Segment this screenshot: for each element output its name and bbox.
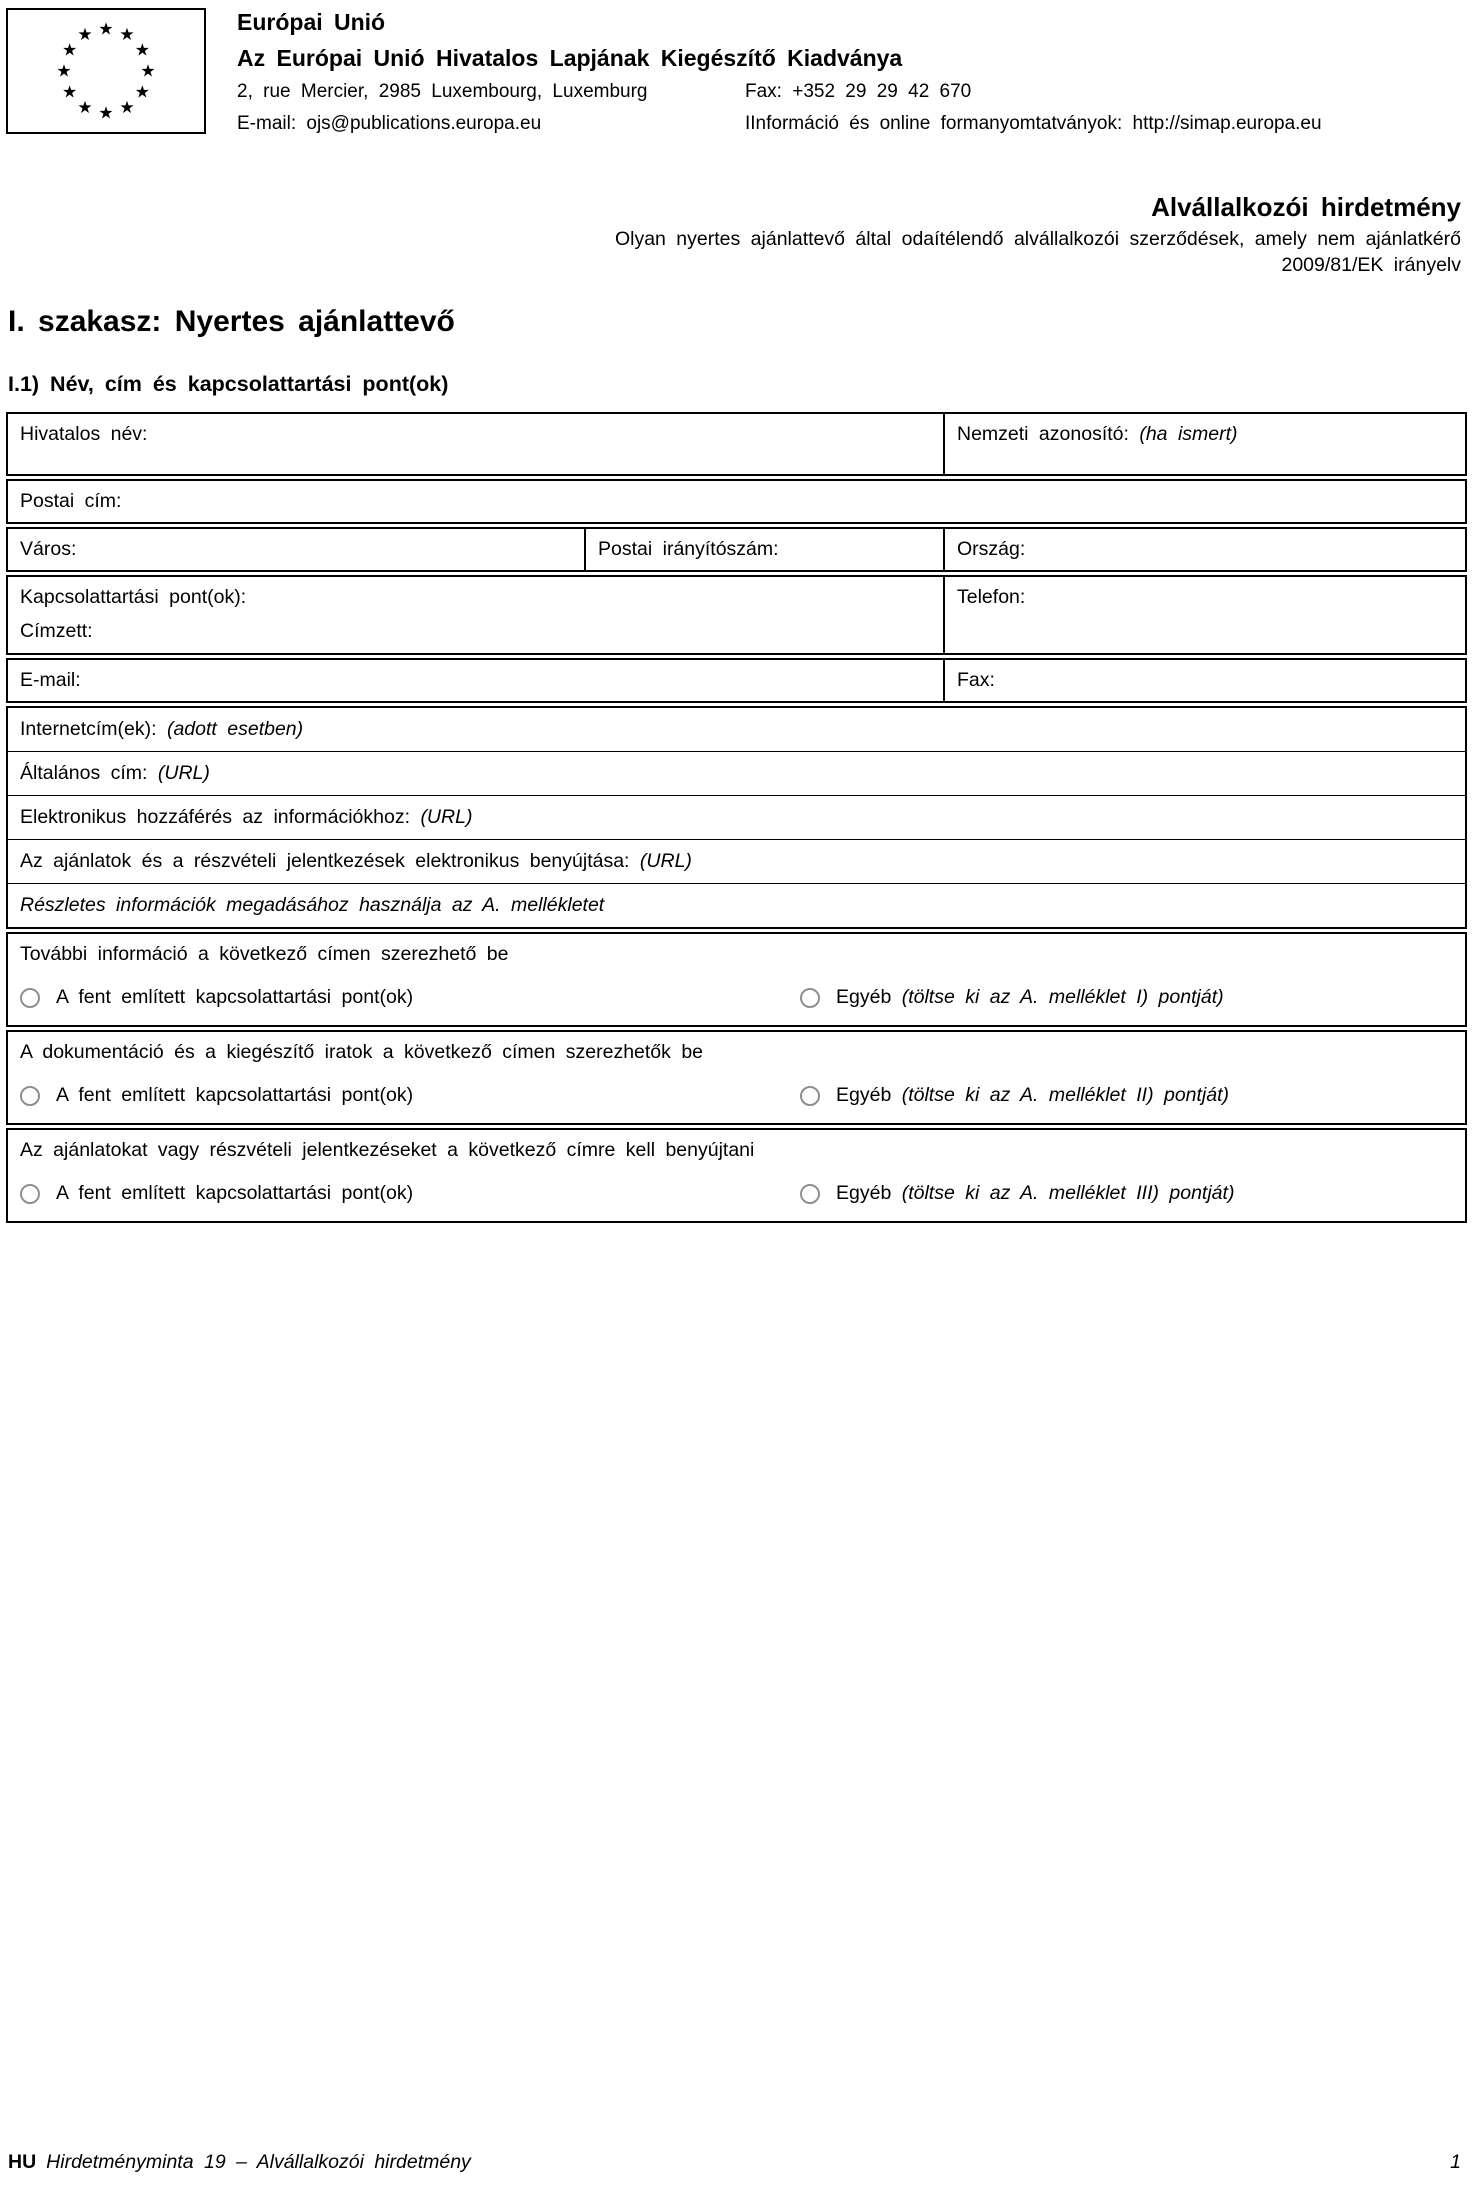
national-id-note: (ha ismert) bbox=[1139, 423, 1238, 445]
publisher-address: 2, rue Mercier, 2985 Luxembourg, Luxemburg bbox=[237, 81, 648, 102]
publisher-header bbox=[237, 8, 1467, 136]
option-other-label: Egyéb (töltse ki az A. melléklet III) pontját) bbox=[836, 1182, 1235, 1204]
footer bbox=[8, 2151, 471, 2174]
electronic-submission-label: Az ajánlatok és a részvételi jelentkezések elektronikus benyújtása: bbox=[20, 850, 630, 872]
annex-a-note-row bbox=[8, 883, 1465, 927]
country-field bbox=[945, 529, 1465, 570]
radio-button[interactable] bbox=[800, 1086, 820, 1106]
phone-field bbox=[945, 577, 1465, 653]
row-internet-addresses bbox=[6, 706, 1467, 929]
email-field bbox=[8, 660, 945, 701]
eu-star-icon: ★ bbox=[62, 40, 78, 60]
option-other-note: (töltse ki az A. melléklet III) pontját) bbox=[901, 1182, 1235, 1204]
page-number: 1 bbox=[1450, 2151, 1461, 2173]
fax-field bbox=[945, 660, 1465, 701]
eu-star-icon: ★ bbox=[98, 19, 114, 39]
radio-button[interactable] bbox=[20, 988, 40, 1008]
internet-addresses-field bbox=[8, 708, 1465, 751]
option-above-contact-points[interactable] bbox=[20, 1083, 1453, 1108]
postal-code-label: Postai irányítószám: bbox=[598, 538, 779, 560]
form-table bbox=[6, 412, 1467, 1223]
radio-button[interactable] bbox=[20, 1086, 40, 1106]
internet-addresses-label: Internetcím(ek): bbox=[20, 718, 157, 740]
publisher-email: E-mail: ojs@publications.europa.eu bbox=[237, 113, 542, 134]
footer-form-name: Hirdetményminta 19 – Alvállalkozói hirdetmény bbox=[46, 2151, 471, 2173]
eu-star-icon: ★ bbox=[56, 61, 72, 81]
eu-star-icon: ★ bbox=[140, 61, 156, 81]
footer-language: HU bbox=[8, 2151, 37, 2173]
eu-star-icon: ★ bbox=[119, 97, 135, 117]
option-other-label: Egyéb (töltse ki az A. melléklet II) pontját) bbox=[836, 1084, 1230, 1106]
row-official-name bbox=[6, 412, 1467, 476]
documentation-question: A dokumentáció és a kiegészítő iratok a következő címen szerezhetők be bbox=[20, 1041, 704, 1063]
publisher-subtitle: Az Európai Unió Hivatalos Lapjának Kiegészítő Kiadványa bbox=[237, 45, 903, 71]
postal-address-label: Postai cím: bbox=[20, 490, 122, 512]
option-other-annex-ii[interactable] bbox=[800, 1083, 1229, 1108]
fax-label: Fax: bbox=[957, 669, 995, 691]
row-submission-address bbox=[6, 1128, 1467, 1223]
postal-code-field bbox=[586, 529, 945, 570]
contact-points-label: Kapcsolattartási pont(ok): bbox=[20, 586, 247, 608]
radio-button[interactable] bbox=[800, 1184, 820, 1204]
eu-star-icon: ★ bbox=[134, 82, 150, 102]
general-address-label: Általános cím: bbox=[20, 762, 148, 784]
electronic-submission-field bbox=[8, 839, 1465, 883]
national-id-label: Nemzeti azonosító: bbox=[957, 423, 1129, 445]
row-postal-address bbox=[6, 479, 1467, 524]
option-above-contact-points-label: A fent említett kapcsolattartási pont(ok) bbox=[56, 986, 414, 1008]
row-city-zip-country bbox=[6, 527, 1467, 572]
official-name-label: Hivatalos név: bbox=[20, 423, 148, 445]
eu-star-icon: ★ bbox=[119, 25, 135, 45]
phone-label: Telefon: bbox=[957, 586, 1026, 608]
option-other-label: Egyéb (töltse ki az A. melléklet I) pontját) bbox=[836, 986, 1224, 1008]
electronic-access-field bbox=[8, 795, 1465, 839]
electronic-submission-url-note: (URL) bbox=[639, 850, 692, 872]
section-1-1-subheading: I.1) Név, cím és kapcsolattartási pont(ok) bbox=[8, 372, 449, 396]
eu-star-icon: ★ bbox=[77, 97, 93, 117]
row-documentation bbox=[6, 1030, 1467, 1125]
option-above-contact-points-label: A fent említett kapcsolattartási pont(ok) bbox=[56, 1182, 414, 1204]
option-other-note: (töltse ki az A. melléklet I) pontját) bbox=[901, 986, 1224, 1008]
section-1-heading: I. szakasz: Nyertes ajánlattevő bbox=[8, 305, 455, 338]
publisher-fax: Fax: +352 29 29 42 670 bbox=[745, 81, 972, 102]
electronic-access-label: Elektronikus hozzáférés az információkhoz: bbox=[20, 806, 411, 828]
country-label: Ország: bbox=[957, 538, 1026, 560]
option-above-contact-points[interactable] bbox=[20, 985, 1453, 1010]
option-other-annex-iii[interactable] bbox=[800, 1181, 1234, 1206]
city-label: Város: bbox=[20, 538, 77, 560]
option-other-annex-i[interactable] bbox=[800, 985, 1224, 1010]
official-name-field bbox=[8, 414, 945, 474]
publisher-name: Európai Unió bbox=[237, 9, 386, 35]
eu-star-icon: ★ bbox=[134, 40, 150, 60]
eu-flag bbox=[6, 8, 206, 134]
option-above-contact-points[interactable] bbox=[20, 1181, 1453, 1206]
notice-title-block bbox=[261, 192, 1461, 278]
option-other-note: (töltse ki az A. melléklet II) pontját) bbox=[901, 1084, 1230, 1106]
general-address-url-note: (URL) bbox=[157, 762, 210, 784]
option-above-contact-points-label: A fent említett kapcsolattartási pont(ok) bbox=[56, 1084, 414, 1106]
national-id-field bbox=[945, 414, 1465, 474]
row-contact-phone bbox=[6, 575, 1467, 655]
eu-star-icon: ★ bbox=[62, 82, 78, 102]
further-information-question: További információ a következő címen szerezhető be bbox=[20, 943, 509, 965]
publisher-info-line: IInformáció és online formanyomtatványok: http://simap.europa.eu bbox=[745, 113, 1322, 134]
postal-address-field bbox=[8, 481, 1465, 522]
general-address-field bbox=[8, 751, 1465, 795]
attention-label: Címzett: bbox=[20, 620, 93, 642]
notice-directive: 2009/81/EK irányelv bbox=[1281, 254, 1461, 276]
notice-subtitle: Olyan nyertes ajánlattevő által odaítélendő alvállalkozói szerződések, amely nem ajánlatkérő bbox=[614, 228, 1461, 250]
radio-button[interactable] bbox=[800, 988, 820, 1008]
notice-title: Alvállalkozói hirdetmény bbox=[1151, 192, 1461, 222]
radio-button[interactable] bbox=[20, 1184, 40, 1204]
row-further-information bbox=[6, 932, 1467, 1027]
email-label: E-mail: bbox=[20, 669, 81, 691]
contact-points-field bbox=[8, 577, 945, 653]
submission-question: Az ajánlatokat vagy részvételi jelentkezéseket a következő címre kell benyújtani bbox=[20, 1139, 755, 1161]
eu-star-icon: ★ bbox=[98, 103, 114, 123]
row-email-fax bbox=[6, 658, 1467, 703]
eu-star-icon: ★ bbox=[77, 25, 93, 45]
city-field bbox=[8, 529, 586, 570]
internet-addresses-note: (adott esetben) bbox=[166, 718, 304, 740]
annex-a-note: Részletes információk megadásához használja az A. mellékletet bbox=[20, 894, 605, 916]
electronic-access-url-note: (URL) bbox=[420, 806, 473, 828]
